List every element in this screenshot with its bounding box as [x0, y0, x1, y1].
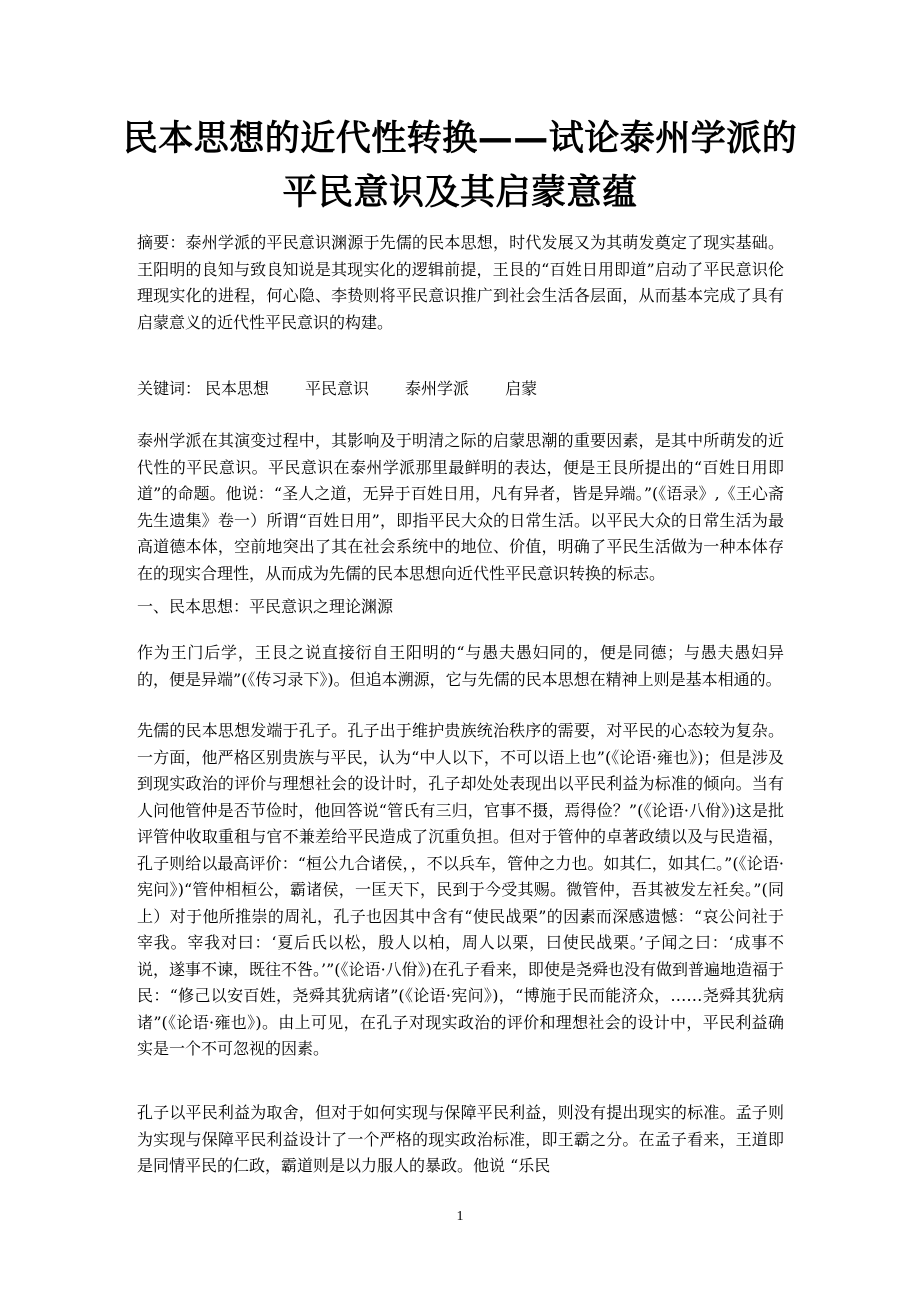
body-paragraph: 先儒的民本思想发端于孔子。孔子出于维护贵族统治秩序的需要，对平民的心态较为复杂。一方面，他严格区别贵族与平民，认为“中人以下，不可以语上也”(《论语·雍也》)；但是涉及到现实政治的评价与理想社会的设计时，孔子却处处表现出以平民利益为标准的倾向。当有人问他管仲是否节俭时，他回答说“管氏有三归，官事不摄，焉得俭？”(《论语·八佾》)这是批评管仲收取重租与官不兼差给平民造成了沉重负担。但对于管仲的卓著政绩以及与民造福，孔子则给以最高评价：“桓公九合诸侯，，不以兵车，管仲之力也。如其仁，如其仁。”(《论语·宪问》)“管仲相桓公，霸诸侯，一匡天下，民到于今受其赐。微管仲，吾其被发左衽矣。”(同上）对于他所推崇的周礼，孔子也因其中含有“使民战栗”的因素而深感遗憾：“哀公问社于宰我。宰我对曰：‘夏后氏以松，殷人以柏，周人以栗，曰使民战栗。’子闻之曰：‘成事不说，遂事不谏，既往不咎。’”(《论语·八佾》)在孔子看来，即使是尧舜也没有做到普遍地造福于民：“修己以安百姓，尧舜其犹病诸”(《论语·宪问》)，“博施于民而能济众，……尧舜其犹病诸”(《论语·雍也》)。由上可见，在孔子对现实政治的评价和理想社会的设计中，平民利益确实是一个不可忽视的因素。 — [137, 721, 784, 1058]
section-heading: 一、民本思想：平民意识之理论渊源 — [137, 597, 394, 616]
keyword-item: 平民意识 — [305, 379, 370, 398]
keywords-line — [137, 376, 784, 403]
intro-paragraph: 泰州学派在其演变过程中，其影响及于明清之际的启蒙思潮的重要因素，是其中所萌发的近代性的平民意识。平民意识在泰州学派那里最鲜明的表达，便是王艮所提出的“百姓日用即道”的命题。他说：“圣人之道，无异于百姓日用，凡有异者，皆是异端。”(《语录》,《王心斋先生遗集》卷一）所谓“百姓日用”，即指平民大众的日常生活。以平民大众的日常生活为最高道德本体，空前地突出了其在社会系统中的地位、价值，明确了平民生活做为一种本体存在的现实合理性，从而成为先儒的民本思想向近代性平民意识转换的标志。 — [137, 431, 784, 583]
body-paragraph: 作为王门后学，王艮之说直接衍自王阳明的“与愚夫愚妇同的，便是同德；与愚夫愚妇异的，便是异端”(《传习录下》)。但追本溯源，它与先儒的民本思想在精神上则是基本相通的。 — [137, 643, 784, 689]
keyword-item: 启蒙 — [505, 379, 538, 398]
keywords-label: 关键词： — [137, 379, 202, 398]
page-number: 1 — [456, 1209, 464, 1224]
abstract-paragraph: 摘要：泰州学派的平民意识渊源于先儒的民本思想，时代发展又为其萌发奠定了现实基础。王阳明的良知与致良知说是其现实化的逻辑前提，王艮的“百姓日用即道”启动了平民意识伦理现实化的进程，何心隐、李贽则将平民意识推广到社会生活各层面，从而基本完成了具有启蒙意义的近代性平民意识的构建。 — [137, 233, 784, 332]
document-title: 民本思想的近代性转换——试论泰州学派的平民意识及其启蒙意蕴 — [122, 119, 798, 213]
keyword-item: 民本思想 — [205, 379, 270, 398]
keyword-item: 泰州学派 — [405, 379, 470, 398]
body-paragraph: 孔子以平民利益为取舍，但对于如何实现与保障平民利益，则没有提出现实的标准。孟子则为实现与保障平民利益设计了一个严格的现实政治标准，即王霸之分。在孟子看来，王道即是同情平民的仁政，霸道则是以力服人的暴政。他说 “乐民 — [137, 1103, 784, 1175]
